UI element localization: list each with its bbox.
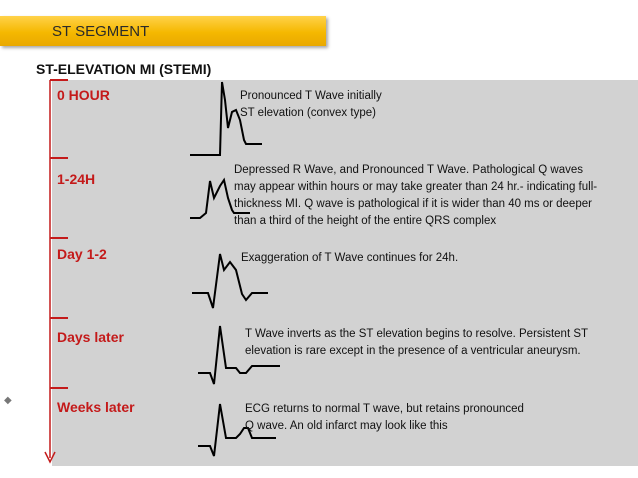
- stage-label: 0 HOUR: [57, 87, 110, 103]
- stage-description: [234, 162, 597, 230]
- stage-label: Weeks later: [57, 399, 135, 415]
- description-line: elevation is rare except in the presence of a ventricular aneurysm.: [245, 345, 581, 357]
- stage-row-days-later: [52, 318, 638, 388]
- stage-label: Day 1-2: [57, 246, 107, 262]
- bullet-icon: ◆: [4, 395, 12, 406]
- stage-row-weeks-later: [52, 388, 638, 466]
- description-line: ST elevation (convex type): [240, 107, 376, 119]
- timeline: [0, 0, 80, 478]
- description-line: Q wave. An old infarct may look like this: [245, 420, 448, 432]
- stage-description: [241, 250, 458, 267]
- subtitle: ST-ELEVATION MI (STEMI): [36, 61, 212, 77]
- stage-row-0-hour: [52, 80, 638, 158]
- description-line: Depressed R Wave, and Pronounced T Wave. Pathological Q waves: [234, 164, 584, 176]
- description-line: ECG returns to normal T wave, but retains pronounced: [245, 403, 524, 415]
- stage-description: [245, 326, 588, 360]
- stage-label: Days later: [57, 329, 124, 345]
- description-line: T Wave inverts as the ST elevation begins to resolve. Persistent ST: [245, 328, 589, 340]
- stage-description: [245, 401, 524, 435]
- stage-label: 1-24H: [57, 171, 96, 187]
- description-line: may appear within hours or may take greater than 24 hr.- indicating full-: [234, 181, 598, 193]
- description-line: Exaggeration of T Wave continues for 24h.: [241, 252, 459, 264]
- stage-row-1-24h: [52, 158, 638, 238]
- description-line: than a third of the height of the entire QRS complex: [234, 215, 497, 227]
- description-line: Pronounced T Wave initially: [240, 90, 382, 102]
- stage-row-day-1-2: [52, 238, 638, 318]
- description-line: thickness MI. Q wave is pathological if it is wider than 40 ms or deeper: [234, 198, 592, 210]
- stage-description: [240, 88, 382, 122]
- slide-title: ST SEGMENT: [52, 23, 150, 40]
